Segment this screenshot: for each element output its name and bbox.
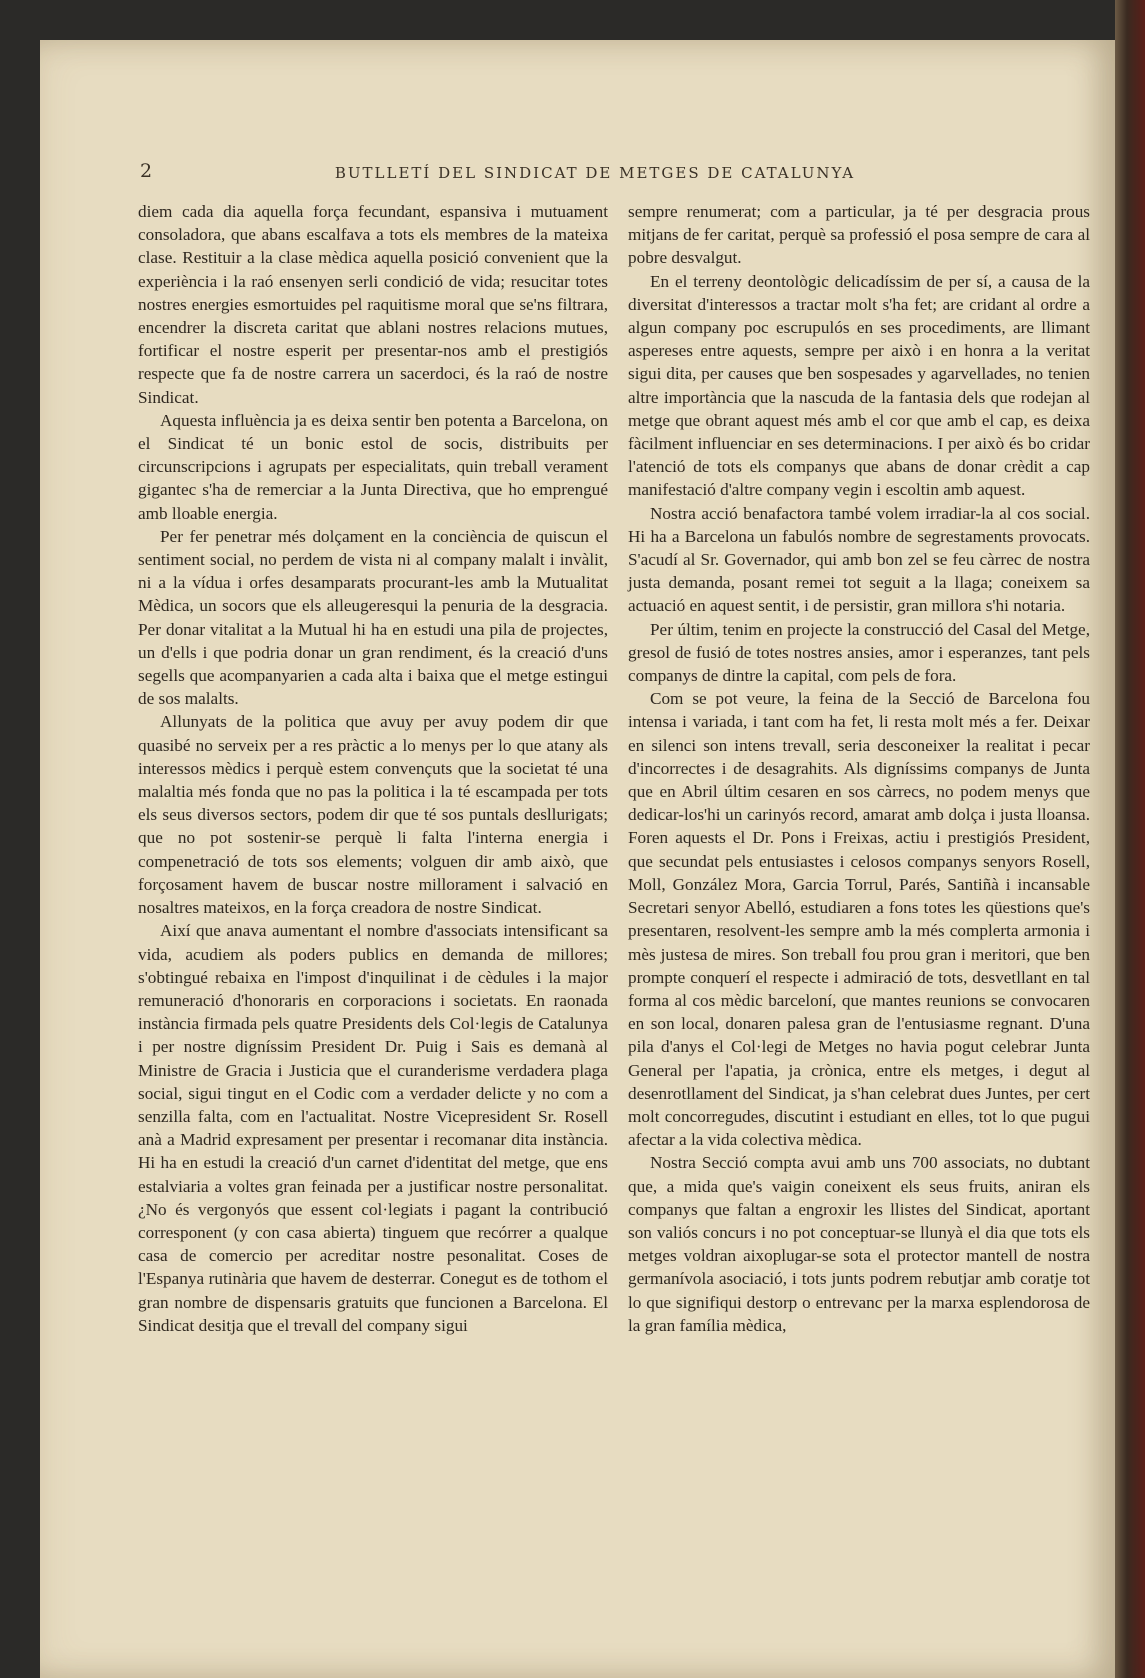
paragraph: sempre renumerat; com a particular, ja té per desgracia prous mitjans de fer caritat, perquè sa professió el posa sempre de cara al pobre desvalgut. — [628, 202, 1090, 268]
running-title: BUTLLETÍ DEL SINDICAT DE METGES DE CATALUNYA — [334, 164, 856, 182]
paragraph: Així que anava aumentant el nombre d'associats intensificant sa vida, acudiem als poders publics en demanda de millores; s'obtingué rebaixa en l'impost d'inquilinat i de cèdules i la major remuneració d'honoraris en corporacions i societats. En raonada instància firmada pels quatre Presidents dels Col·legis de Catalunya i per nostre digníssim President Dr. Puig i Sais es demanà al Ministre de Gracia i Justicia que el curanderisme verdadera plaga social, sigui tingut en el Codic com a verdader delicte y no com a senzilla falta, com en l'actualitat. Nostre Vicepresident Sr. Rosell anà a Madrid expresament per presentar i recomanar dita instància. Hi ha en estudi la creació d'un carnet d'identitat del metge, que ens estalviaria a voltes gran feinada per a justificar nostre personalitat. ¿No és vergonyós que essent col·legiats i pagant la contribució corresponent (y con casa abierta) tinguem que recórrer a qualque casa de comercio per acreditar nostre pesonalitat. Coses de l'Espanya rutinària que havem de desterrar. Conegut es de tothom el gran nombre de dispensaris gratuits que funcionen a Barcelona. El Sindicat desitja que el trevall del company sigui — [138, 921, 608, 1335]
paragraph: Nostra Secció compta avui amb uns 700 associats, no dubtant que, a mida que's vaigin coneixent els seus fruits, aniran els companys que faltan a engroxir les llistes del Sindicat, aportant son valiós concurs i no pot conceptuar-se llunyà el dia que tots els metges voldran aixoplugar-se sota el protector mantell de nostra germanívola asociació, i tots junts podrem rebutjar amb coratje tot lo que signifiqui destorp o entrevanc per la marxa esplendorosa de la gran família mèdica, — [628, 1153, 1090, 1335]
paragraph: Aquesta influència ja es deixa sentir ben potenta a Barcelona, on el Sindicat té un bonic estol de socis, distribuits per circunscripcions i agrupats per especialitats, quin treball verament gigantec s'ha de remerciar a la Junta Directiva, que ho emprengué amb lloable energia. — [138, 410, 608, 523]
paragraph: Per fer penetrar més dolçament en la conciència de quiscun el sentiment social, no perdem de vista ni al company malalt i invàlit, ni a la vídua i orfes desamparats procurant-les amb la Mutualitat Mèdica, un socors que els alleugeresqui la penuria de la desgracia. Per donar vitalitat a la Mutual hi ha en estudi una pila de projectes, un d'ells i que podria donar un gran rendiment, és la creació d'uns segells que acompanyarien a cada alta i baixa que el metge estingui de sos malalts. — [138, 526, 608, 709]
paragraph: Allunyats de la politica que avuy per avuy podem dir que quasibé no serveix per a res pràctic a lo menys per lo que atany als interessos mèdics i perquè estem convençuts que la societat té una malaltia més fonda que no pas la politica i la té escampada per tots els seus diversos sectors, podem dir que té sos puntals desllurigats; que no pot sostenir-se perquè li falta l'interna energia i compenetració de tots sos elements; volguen dir amb això, que forçosament havem de buscar nostre millorament i salvació en nosaltres mateixos, en la força creadora de nostre Sindicat. — [138, 712, 608, 918]
book-binding-edge — [1115, 0, 1145, 1678]
paragraph: diem cada dia aquella força fecundant, espansiva i mutuament consoladora, que abans escalfava a tots els membres de la mateixa clase. Restituir a la clase mèdica aquella posició convenient que la experiència i la raó ensenyen serli condició de vida; resucitar totes nostres energies esmortuides pel raquitisme moral que se'ns filtrara, encendrer la discreta caritat que ablani nostres relacions mutues, fortificar el nostre esperit per presentar-nos amb el prestigiós respecte que fa de nostre carrera un sacerdoci, és la raó de nostre Sindicat. — [138, 202, 608, 407]
paragraph: Com se pot veure, la feina de la Secció de Barcelona fou intensa i variada, i tant com ha fet, li resta molt més a fer. Deixar en silenci son intens trevall, seria desconeixer la realitat i pecar d'incorrectes i de desagrahits. Als digníssims companys de Junta que en Abril últim cesaren en sos càrrecs, no podem menys que dedicar-los'hi un carinyós record, amarat amb dolça i justa lloansa. Foren aquests el Dr. Pons i Freixas, actiu i prestigiós President, que secundat pels entusiastes i celosos companys senyors Rosell, Moll, González Mora, Garcia Torrul, Parés, Santiñà i incansable Secretari senyor Abelló, estudiaren a fons totes les qüestions que's presentaren, resolvent-les sempre amb la més complerta armonia i mès justesa de mires. Son treball fou prou gran i meritori, que ben prompte conquerí el respecte i admiració de tots, desvetllant en tal forma al cos mèdic barceloní, que mantes reunions se convocaren en son local, donaren palesa gran de l'entusiasme regnant. D'una pila d'anys el Col·legi de Metges no havia pogut celebrar Junta General per l'apatia, ja crònica, entre els metges, i degut al desenrotllament del Sindicat, ja s'han celebrat dues Juntes, per cert molt concorregudes, discutint i estudiant en elles, tot lo que pugui afectar a la vida colectiva mèdica. — [628, 689, 1090, 1150]
paragraph: Per últim, tenim en projecte la construcció del Casal del Metge, gresol de fusió de totes nostres ansies, amor i esperanzes, tant pels companys de dintre la capital, com pels de fora. — [628, 619, 1090, 686]
paragraph: Nostra acció benafactora també volem irradiar-la al cos social. Hi ha a Barcelona un fabulós nombre de segrestaments provocats. S'acudí al Sr. Governador, qui amb bon zel se feu càrrec de nostra justa demanda, posant remei tot seguit a la llaga; coneixem sa actuació en aquest sentit, i de persistir, gran millora s'hi notaria. — [628, 503, 1090, 616]
page-number: 2 — [140, 160, 153, 182]
left-column — [138, 200, 608, 1337]
right-column — [628, 200, 1090, 1337]
paragraph: En el terreny deontològic delicadíssim de per sí, a causa de la diversitat d'interessos a tractar molt s'ha fet; are cridant al ordre a algun company poc escrupulós en ses procediments, are llimant aspereses entre aquests, sempre per això i en honra a la veritat sigui dita, per causes que ben sospesades y agarvellades, no tenien altre importància que la nascuda de la fantasia dels que rodejan al metge que obrant aquest més amb el cor que amb el cap, es deixa fàcilment influenciar en ses determinacions. I per això és bo cridar l'atenció de tots els companys que abans de donar crèdit a cap manifestació d'altre company vegin i escoltin amb aquest. — [628, 271, 1090, 500]
document-page — [40, 40, 1115, 1678]
